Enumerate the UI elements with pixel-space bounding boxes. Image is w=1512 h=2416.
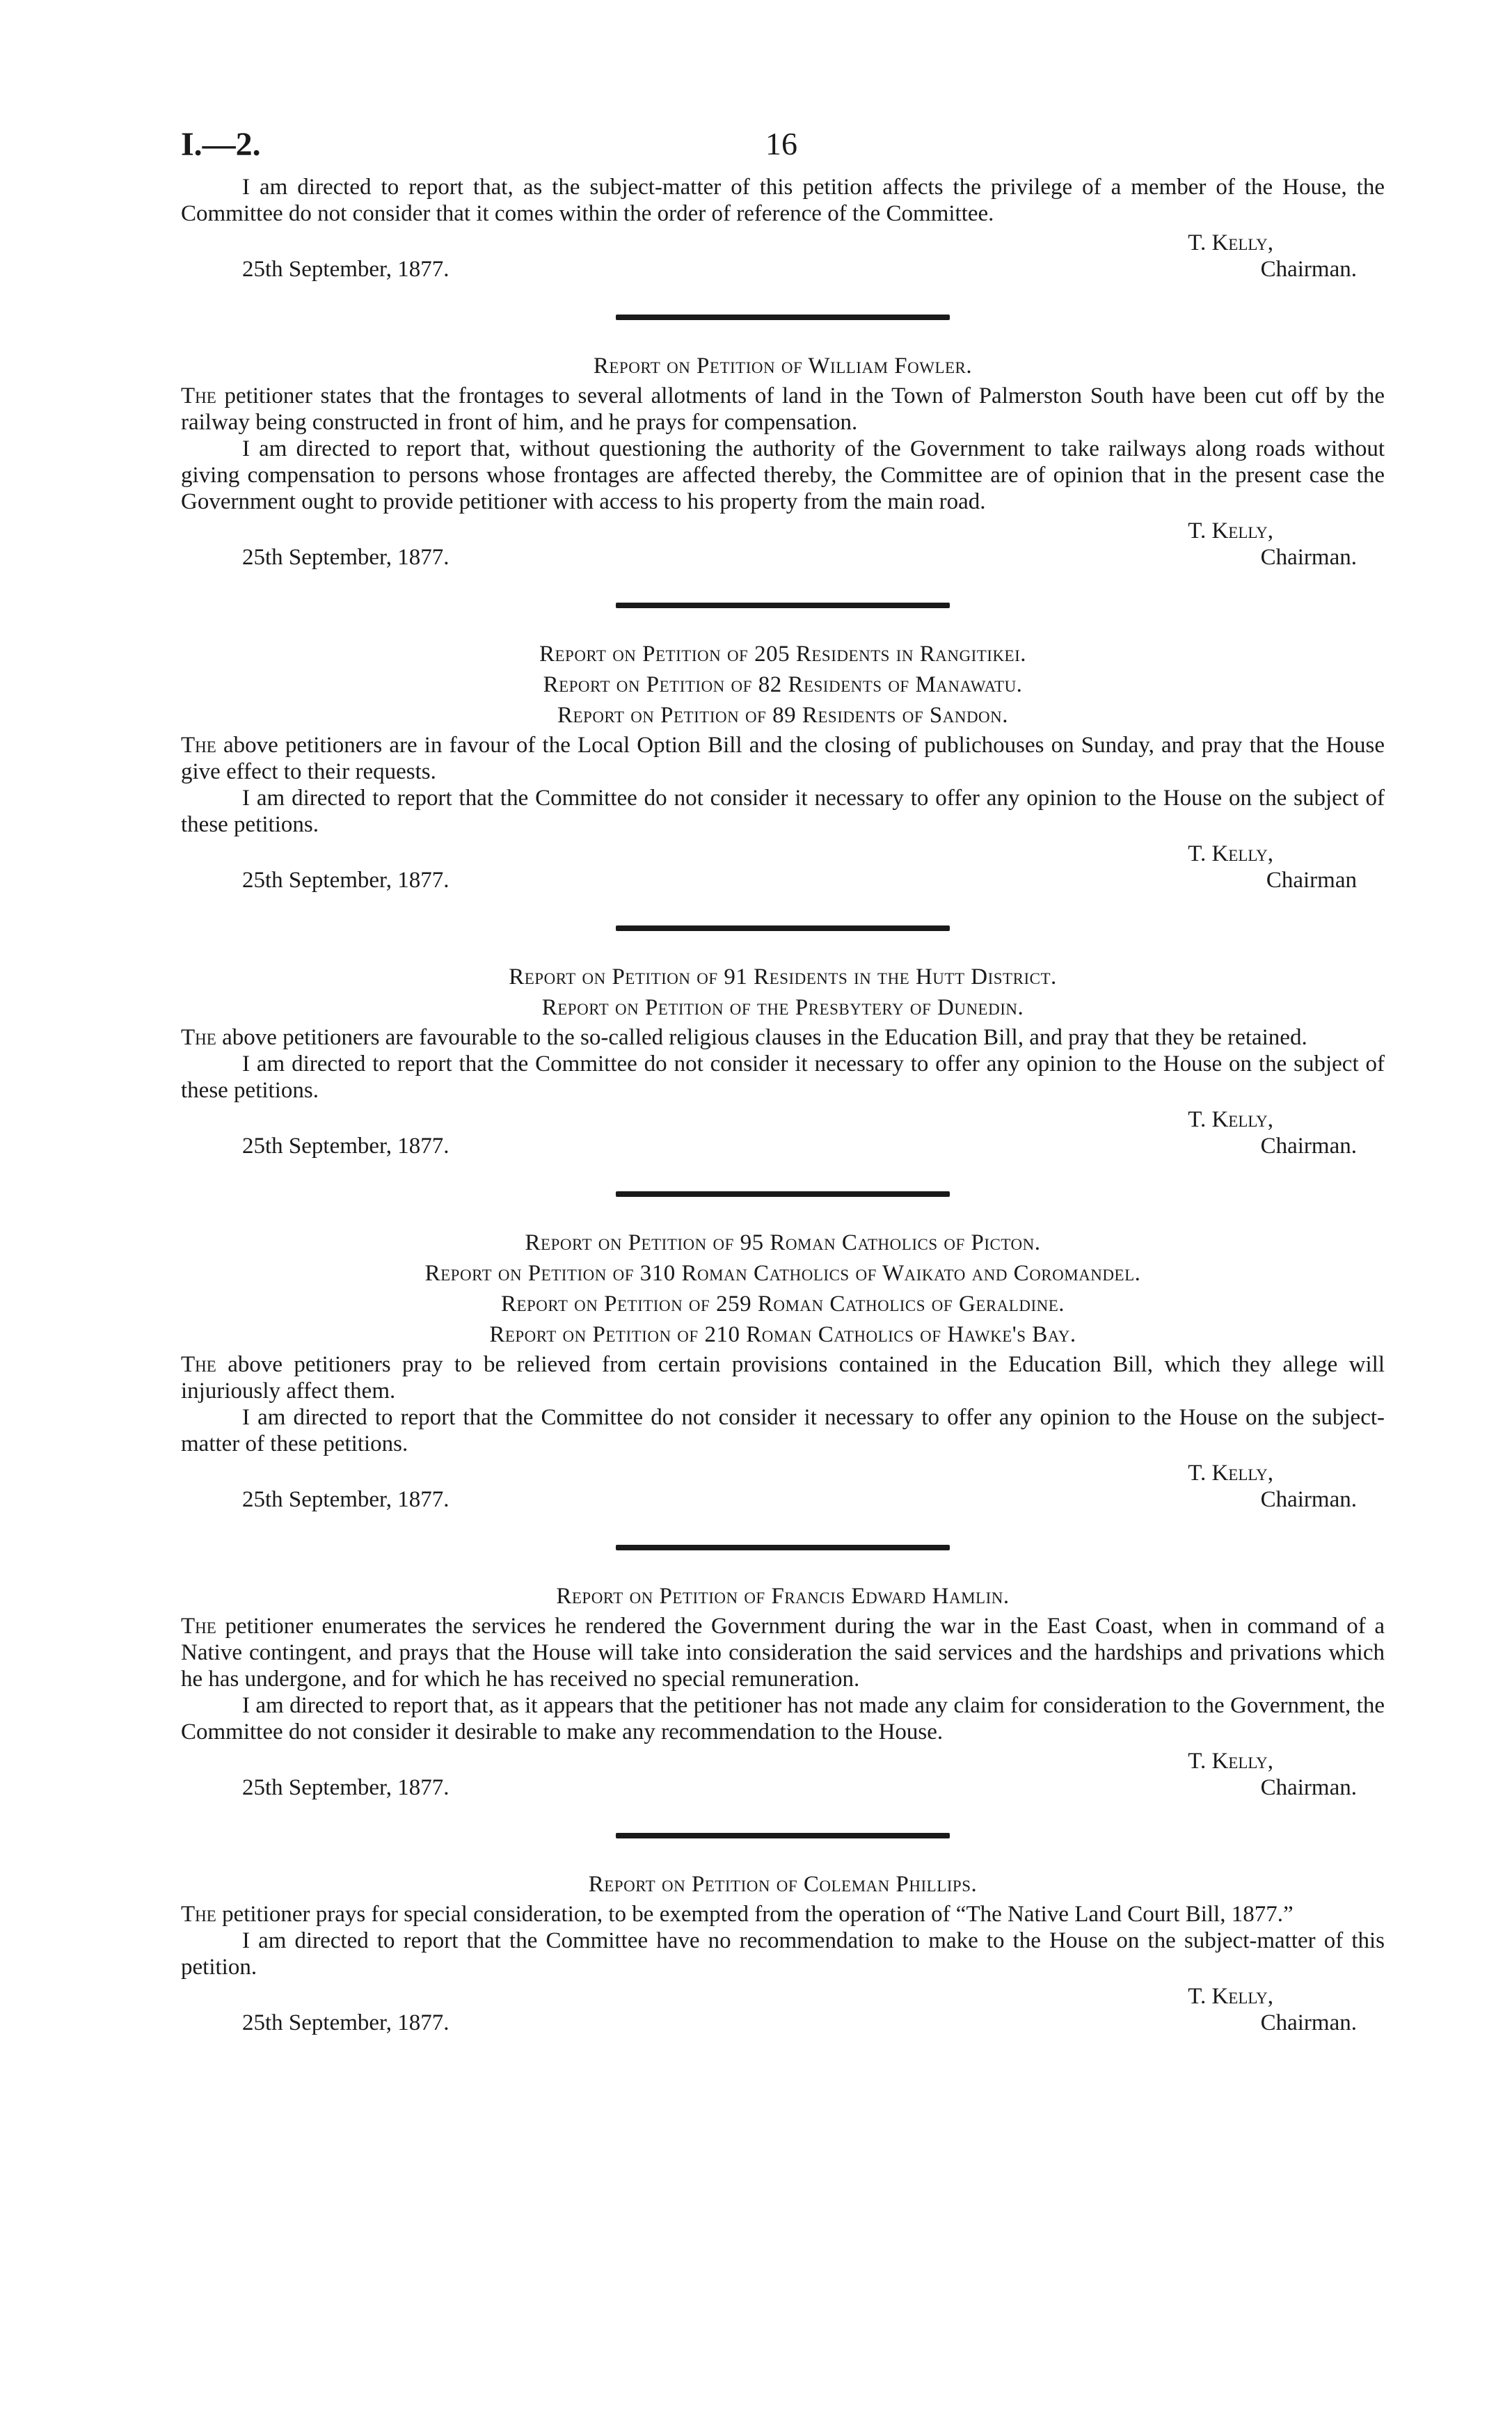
signatory-role: Chairman xyxy=(1266,868,1357,893)
committee-finding xyxy=(181,1404,1385,1457)
petition-summary xyxy=(181,1901,1385,1928)
signatory-name: T. Kelly, xyxy=(1188,518,1273,543)
paragraph-text: I am directed to report that the Committee do not consider it necessary to offer any opinion to the House on the subject of these petitions. xyxy=(181,1051,1385,1103)
report-section xyxy=(181,1870,1385,2037)
paragraph-text: I am directed to report that the Committee have no recommendation to make to the House on the subject-matter of this petition. xyxy=(181,1928,1385,1980)
report-heading: Report on Petition of 82 Residents of Manawatu. xyxy=(543,672,1023,697)
section-divider xyxy=(616,1833,950,1838)
petition-summary xyxy=(181,1613,1385,1692)
report-section xyxy=(181,640,1385,895)
lead-word: The xyxy=(181,733,216,758)
report-heading: Report on Petition of 89 Residents of Sandon. xyxy=(557,703,1009,728)
section-divider xyxy=(616,1545,950,1550)
paragraph-text: petitioner prays for special consideration, to be exempted from the operation of “The Native Land Court Bill, 1877.” xyxy=(216,1902,1294,1927)
report-heading: Report on Petition of Coleman Phillips. xyxy=(588,1872,978,1897)
committee-finding xyxy=(181,1051,1385,1104)
report-section xyxy=(181,1229,1385,1514)
committee-finding xyxy=(181,785,1385,838)
intro-section xyxy=(181,174,1385,284)
lead-word: The xyxy=(181,1902,216,1927)
signature-block xyxy=(181,518,1385,572)
signature-date: 25th September, 1877. xyxy=(242,868,449,893)
signatory-name: T. Kelly, xyxy=(1188,230,1273,255)
report-heading: Report on Petition of 210 Roman Catholics of Hawke's Bay. xyxy=(489,1322,1076,1347)
signatory-name: T. Kelly, xyxy=(1188,1984,1273,2009)
section-divider xyxy=(616,1191,950,1197)
report-heading: Report on Petition of 205 Residents in Rangitikei. xyxy=(539,642,1027,667)
report-heading: Report on Petition of 259 Roman Catholics of Geraldine. xyxy=(500,1292,1065,1317)
committee-finding xyxy=(181,1928,1385,1980)
signature-block xyxy=(181,230,1385,284)
signature-date: 25th September, 1877. xyxy=(242,1775,449,1800)
petition-summary xyxy=(181,1351,1385,1404)
paragraph-text: I am directed to report that the Committee do not consider it necessary to offer any opinion to the House on the subject of these petitions. xyxy=(181,786,1385,837)
intro-paragraph: I am directed to report that, as the subject-matter of this petition affects the privilege of a member of the House, the Committee do not consider that it comes within the order of reference of the Committee. xyxy=(181,175,1385,226)
lead-word: The xyxy=(181,383,216,408)
report-heading: Report on Petition of William Fowler. xyxy=(593,353,973,379)
signatory-role: Chairman. xyxy=(1260,257,1357,282)
petition-summary xyxy=(181,1024,1385,1051)
signature-date: 25th September, 1877. xyxy=(242,2010,449,2035)
page-id: I.—2. xyxy=(181,126,261,163)
paragraph-text: petitioner states that the frontages to several allotments of land in the Town of Palmerston South have been cut off by the railway being constructed in front of him, and he prays for compensation. xyxy=(181,383,1385,435)
signatory-name: T. Kelly, xyxy=(1188,1107,1273,1132)
paragraph-text: above petitioners are in favour of the Local Option Bill and the closing of publichouses on Sunday, and pray that the House give effect to their requests. xyxy=(181,733,1385,784)
signatory-name: T. Kelly, xyxy=(1188,1749,1273,1774)
section-divider xyxy=(616,603,950,608)
signature-block xyxy=(181,1983,1385,2037)
signatory-name: T. Kelly, xyxy=(1188,1461,1273,1486)
lead-word: The xyxy=(181,1025,216,1050)
petition-summary xyxy=(181,732,1385,785)
section-divider xyxy=(616,925,950,931)
petition-summary xyxy=(181,383,1385,436)
report-heading: Report on Petition of 310 Roman Catholics of Waikato and Coromandel. xyxy=(424,1261,1141,1286)
report-section xyxy=(181,352,1385,572)
report-sections xyxy=(181,315,1385,2037)
signature-date: 25th September, 1877. xyxy=(242,1487,449,1512)
document-page xyxy=(181,125,1385,2037)
paragraph-text: above petitioners pray to be relieved from certain provisions contained in the Education Bill, which they allege will injuriously affect them. xyxy=(181,1352,1385,1404)
committee-finding xyxy=(181,1692,1385,1745)
report-heading: Report on Petition of 91 Residents in the Hutt District. xyxy=(509,964,1057,990)
signatory-name: T. Kelly, xyxy=(1188,841,1273,866)
signature-block xyxy=(181,841,1385,895)
signature-date: 25th September, 1877. xyxy=(242,545,449,570)
signature-date: 25th September, 1877. xyxy=(242,1134,449,1159)
lead-word: The xyxy=(181,1352,216,1377)
page-header xyxy=(181,125,1385,174)
report-heading: Report on Petition of 95 Roman Catholics of Picton. xyxy=(525,1230,1041,1255)
signature-date: 25th September, 1877. xyxy=(242,257,449,282)
lead-word: The xyxy=(181,1614,216,1639)
report-heading: Report on Petition of Francis Edward Hamlin. xyxy=(556,1584,1010,1609)
committee-finding xyxy=(181,436,1385,515)
signature-block xyxy=(181,1460,1385,1514)
signatory-role: Chairman. xyxy=(1260,1775,1357,1800)
signatory-role: Chairman. xyxy=(1260,1487,1357,1512)
paragraph-text: I am directed to report that the Committee do not consider it necessary to offer any opinion to the House on the subject-matter of these petitions. xyxy=(181,1405,1385,1456)
paragraph-text: I am directed to report that, without questioning the authority of the Government to take railways along roads without giving compensation to persons whose frontages are affected thereby, the Committee are of opinion that in the present case the Government ought to provide petitioner with access to his property from the main road. xyxy=(181,436,1385,514)
signature-block xyxy=(181,1748,1385,1802)
signatory-role: Chairman. xyxy=(1260,1134,1357,1159)
signatory-role: Chairman. xyxy=(1260,545,1357,570)
paragraph-text: petitioner enumerates the services he rendered the Government during the war in the East Coast, when in command of a Native contingent, and prays that the House will take into consideration the said services and the hardships and privations which he has undergone, and for which he has received no special remuneration. xyxy=(181,1614,1385,1692)
report-section xyxy=(181,1582,1385,1802)
section-divider xyxy=(616,315,950,320)
report-section xyxy=(181,963,1385,1161)
signature-block xyxy=(181,1106,1385,1161)
paragraph-text: I am directed to report that, as it appears that the petitioner has not made any claim for consideration to the Government, the Committee do not consider it desirable to make any recommendation to the House. xyxy=(181,1693,1385,1745)
paragraph-text: above petitioners are favourable to the so-called religious clauses in the Education Bill, and pray that they be retained. xyxy=(216,1025,1307,1050)
signatory-role: Chairman. xyxy=(1260,2010,1357,2035)
page-number: 16 xyxy=(765,126,797,161)
report-heading: Report on Petition of the Presbytery of Dunedin. xyxy=(541,995,1024,1020)
